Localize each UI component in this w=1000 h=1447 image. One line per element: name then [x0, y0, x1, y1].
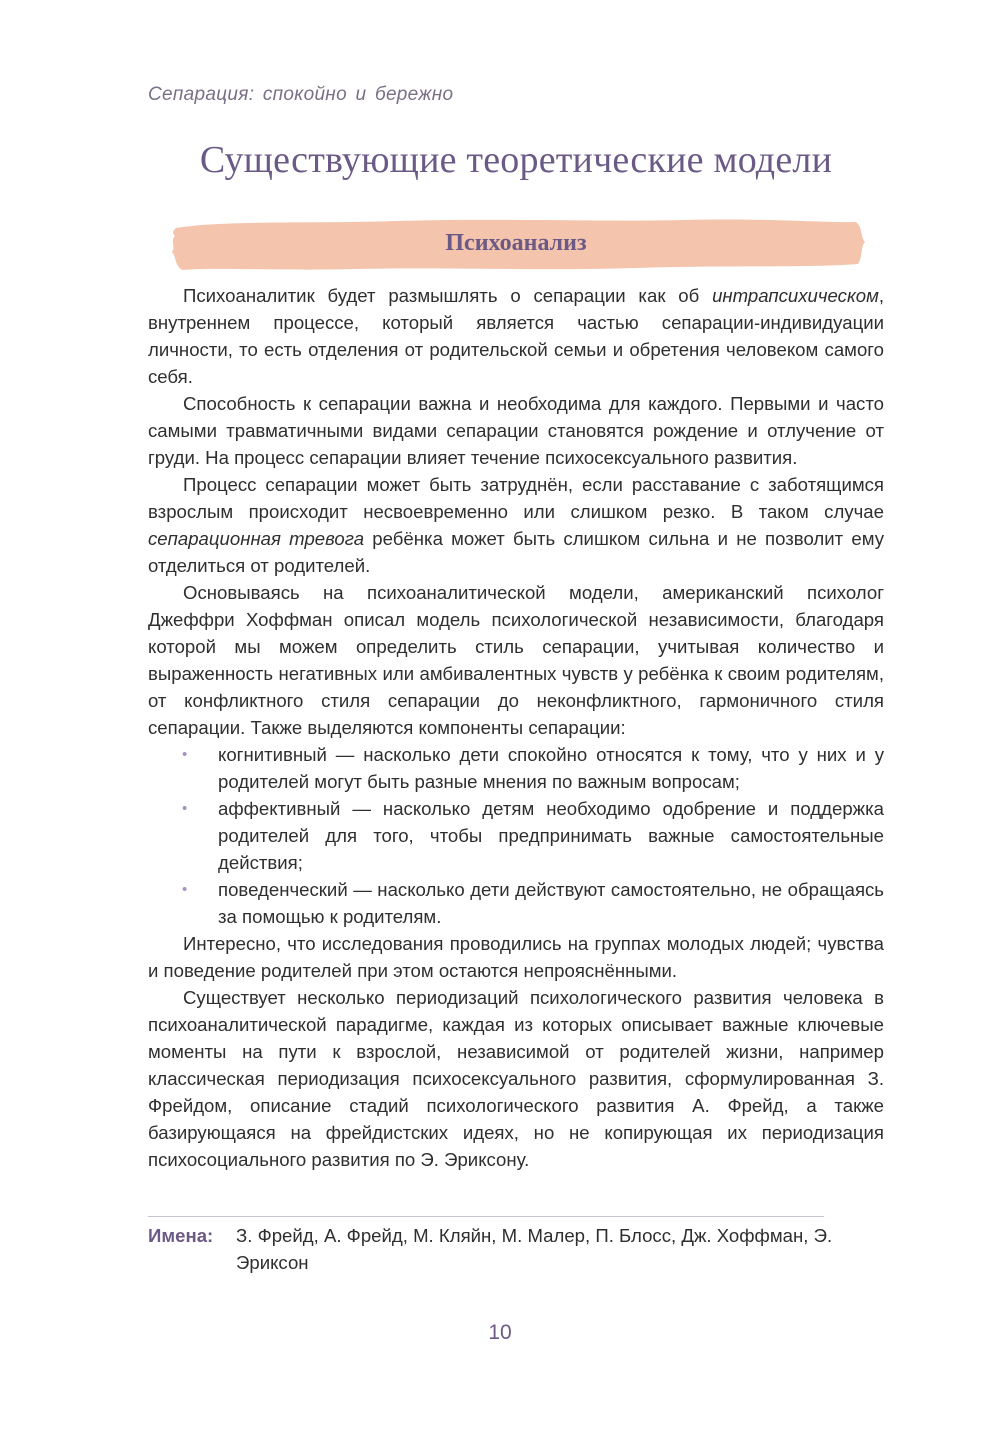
body-text: [148, 282, 884, 1173]
paragraph-3-emphasis: сепарационная тревога: [148, 528, 365, 549]
running-head: Сепарация: спокойно и бережно: [148, 84, 454, 105]
page-number: 10: [488, 1321, 512, 1344]
paragraph-1-text-a: Психоаналитик будет размышлять о сепарации как об: [183, 285, 713, 306]
list-item: [182, 795, 884, 876]
paragraph-3: [148, 471, 884, 579]
paragraph-1: [148, 282, 884, 390]
paragraph-5: Интересно, что исследования проводились на группах молодых людей; чувства и поведение родителей при этом остаются непрояснёнными.: [148, 933, 884, 981]
list-item-text: поведенческий — насколько дети действуют самостоятельно, не обращаясь за помощью к родителям.: [218, 879, 884, 927]
bullet-icon: •: [182, 800, 188, 817]
paragraph-1-emphasis: интрапсихическом: [712, 285, 879, 306]
list-item: [182, 876, 884, 930]
paragraph-1-text-b: , внутреннем процессе, который является частью сепарации-индивидуации личности, то есть отделения от родительской семьи и обретения человеком самого себя.: [148, 285, 884, 387]
chapter-title: Существующие теоретические модели: [199, 139, 833, 181]
bullet-icon: •: [182, 746, 188, 763]
section-banner: [166, 214, 866, 274]
paragraph-3-text-b: ребёнка может быть слишком сильна и не позволит ему отделиться от родителей.: [148, 528, 884, 576]
paragraph-6: Существует несколько периодизаций психологического развития человека в психоаналитической парадигме, каждая из которых описывает важные ключевые моменты на пути к взрослой, независимой от родителей жизни, например классическая периодизация психосексуального развития, сформулированная З. Фрейдом, описание стадий психологического развития А. Фрейд, а также базирующаяся на фрейдистских идеях, но не копирующая их периодизация психосоциального развития по Э. Эриксону.: [148, 987, 884, 1170]
bullet-icon: •: [182, 881, 188, 898]
paragraph-3-text-a: Процесс сепарации может быть затруднён, если расставание с заботящимся взрослым происходит несвоевременно или слишком резко. В таком случае: [148, 474, 884, 522]
separation-components-list: [148, 741, 884, 930]
paragraph-2: Способность к сепарации важна и необходима для каждого. Первыми и часто самыми травматичными видами сепарации становятся рождение и отлучение от груди. На процесс сепарации влияет течение психосексуального развития.: [148, 393, 884, 468]
names-list: З. Фрейд, А. Фрейд, М. Кляйн, М. Малер, П. Блосс, Дж. Хоффман, Э. Эриксон: [236, 1225, 833, 1273]
list-item: [182, 741, 884, 795]
names-label: Имена:: [148, 1225, 214, 1246]
section-title: Психоанализ: [445, 230, 587, 256]
names-divider: [148, 1216, 824, 1217]
list-item-text: аффективный — насколько детям необходимо одобрение и поддержка родителей для того, чтобы предпринимать важные самостоятельные действия;: [218, 798, 884, 873]
list-item-text: когнитивный — насколько дети спокойно относятся к тому, что у них и у родителей могут быть разные мнения по важным вопросам;: [218, 744, 884, 792]
paragraph-4: Основываясь на психоаналитической модели, американский психолог Джеффри Хоффман описал модель психологической независимости, благодаря которой мы можем определить стиль сепарации, учитывая количество и выраженность негативных или амбивалентных чувств у ребёнка к своим родителям, от конфликтного стиля сепарации до неконфликтного, гармоничного стиля сепарации. Также выделяются компоненты сепарации:: [148, 582, 884, 738]
